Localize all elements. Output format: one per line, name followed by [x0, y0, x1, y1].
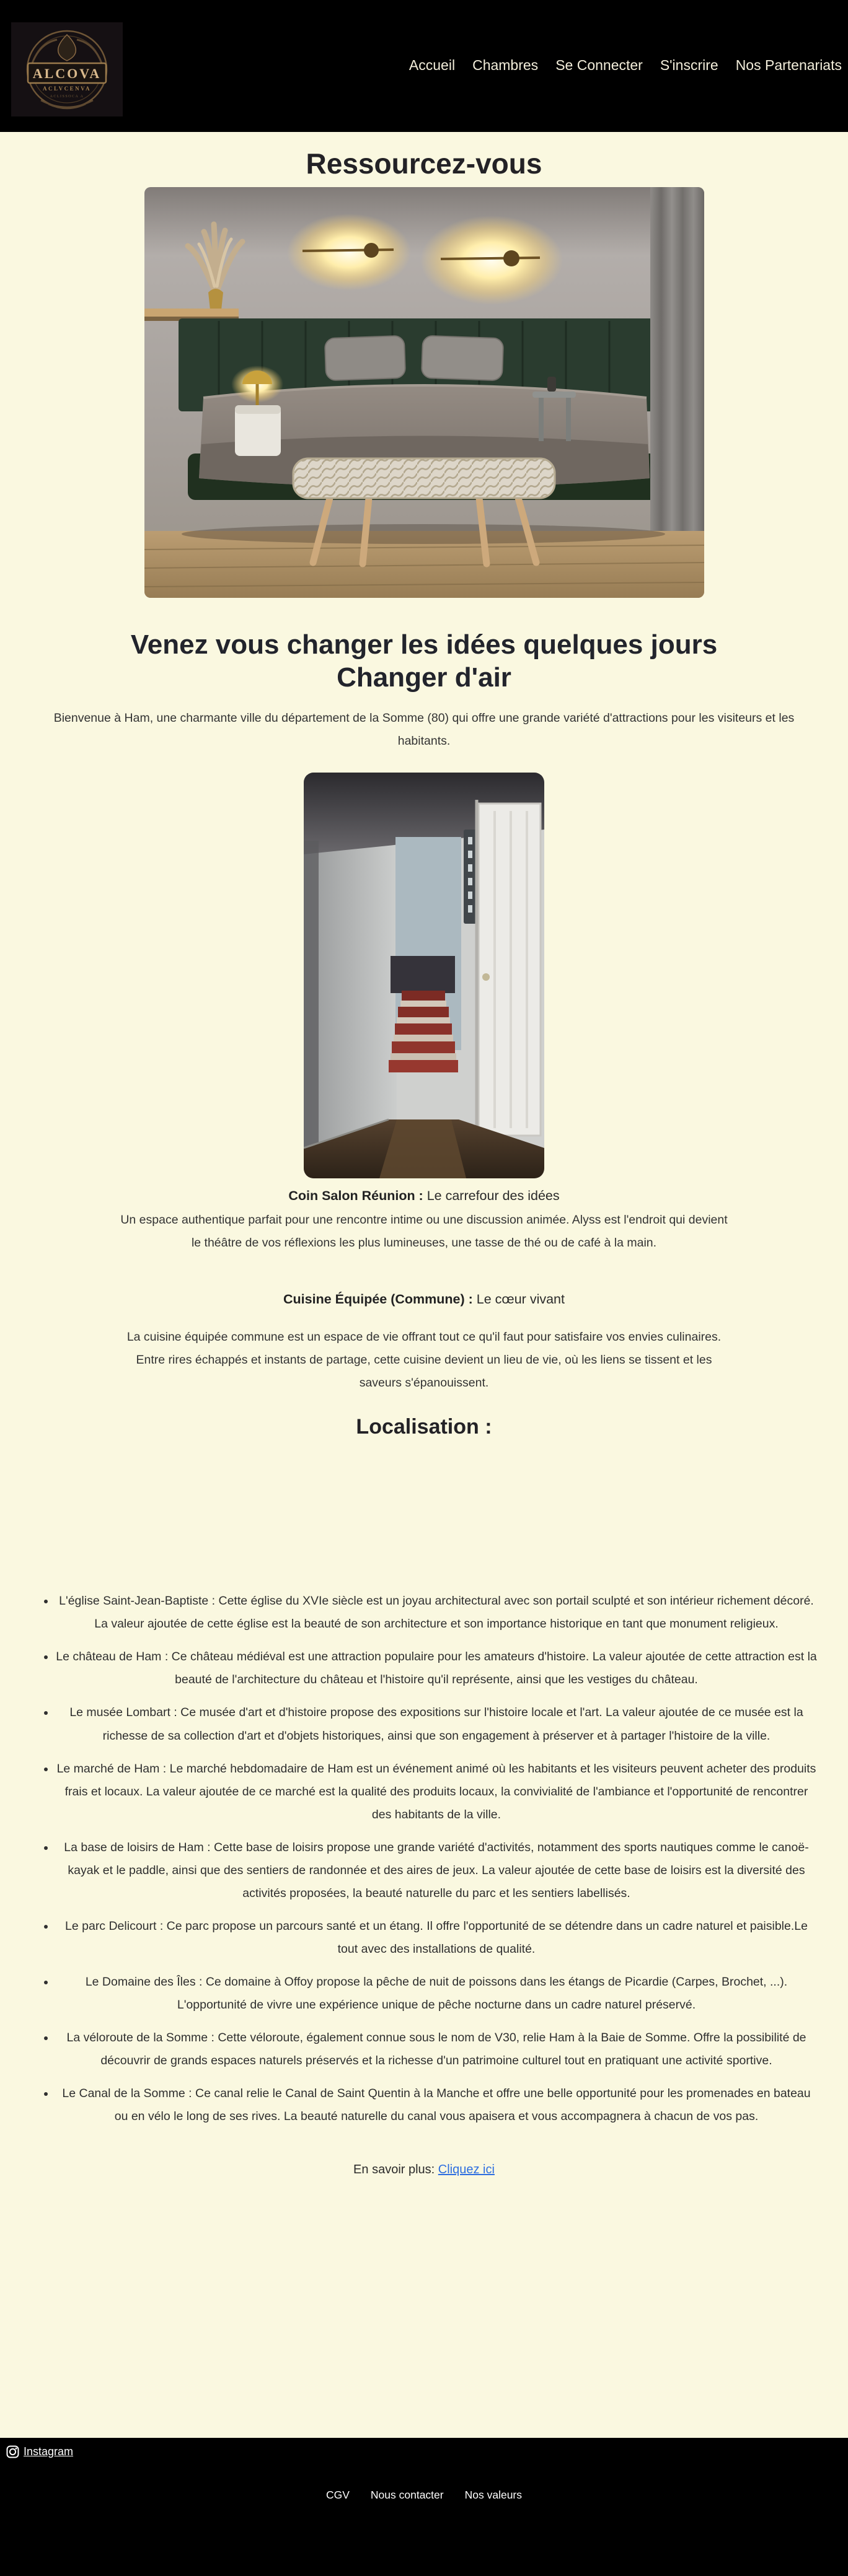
- footer-nav: [0, 2489, 848, 2502]
- localisation-heading: Localisation :: [356, 1415, 492, 1439]
- attraction-item-canal: • Le Canal de la Somme : Ce canal relie le Canal de Saint Quentin à la Manche et offre une belle opportunité pour les promenades en bateau ou en vélo le long de ses rives. La beauté naturelle du canal vous apaisera et vous accompagnera à chacun de vos pas.: [55, 2082, 818, 2128]
- nav-accueil[interactable]: Accueil: [409, 57, 456, 73]
- footer-link-nos-valeurs[interactable]: Nos valeurs: [464, 2489, 523, 2501]
- curtains: [650, 187, 704, 543]
- footer-link-cgv[interactable]: CGV: [325, 2489, 350, 2501]
- intro-heading-line2: Changer d'air: [337, 662, 511, 693]
- instagram-link[interactable]: [6, 2445, 73, 2458]
- logo-subtext2: ACLISSOCA A: [50, 95, 84, 99]
- attraction-item-domaine-iles: • Le Domaine des Îles : Ce domaine à Offoy propose la pêche de nuit de poissons dans les étangs de Picardie (Carpes, Brochet, ...). L'opportunité de vivre une expérience unique de pêche nocturne dans un cadre naturel préservé.: [55, 1971, 818, 2017]
- wall-lamp-left: [287, 214, 411, 291]
- nightstand-lamp-left: [231, 366, 283, 456]
- staircase: [389, 956, 458, 1072]
- cuisine-heading-subtitle: Le cœur vivant: [476, 1291, 565, 1307]
- nav-s-inscrire[interactable]: S'inscrire: [660, 57, 718, 73]
- site-header: [0, 0, 848, 132]
- attraction-item-marche: • Le marché de Ham : Le marché hebdomadaire de Ham est un événement animé où les habitants et les visiteurs peuvent acheter des produits frais et locaux. La valeur ajoutée de ce marché est la qualité des produits locaux, la convivialité de l'ambiance et l'opportunité de rencontrer des habitants de la ville.: [55, 1758, 818, 1826]
- wall-shelf: [144, 309, 239, 317]
- map-placeholder: [0, 1440, 848, 1586]
- cuisine-heading: [0, 1292, 848, 1307]
- intro-heading: [0, 629, 848, 694]
- page-title: Ressourcez-vous: [306, 147, 542, 180]
- main-content: [0, 132, 848, 2177]
- more-line: [0, 2163, 848, 2177]
- wall-sign: [464, 830, 477, 924]
- cuisine-heading-label: Cuisine Équipée (Commune) :: [283, 1291, 473, 1307]
- attraction-item-veloroute: • La véloroute de la Somme : Cette véloroute, également connue sous le nom de V30, relie Ham à la Baie de Somme. Offre la possibilité de découvrir de grands espaces naturels préservés et la richesse d'un patrimoine culturel tout en pratiquant une activité sportive.: [55, 2026, 818, 2072]
- nav-nos-partenariats[interactable]: Nos Partenariats: [735, 57, 842, 73]
- attraction-item-parc-delicourt: • Le parc Delicourt : Ce parc propose un parcours santé et un étang. Il offre l'opportunité de se détendre dans un cadre naturel et paisible.Le tout avec des installations de qualité.: [55, 1915, 818, 1961]
- alcova-logo-image: [11, 22, 123, 116]
- white-door: [477, 800, 541, 1139]
- main-nav: [409, 57, 842, 74]
- wall-lamp-right: [420, 216, 563, 305]
- salon-heading: [0, 1188, 848, 1204]
- nav-chambres[interactable]: Chambres: [472, 57, 539, 73]
- site-footer: [0, 2438, 848, 2576]
- more-prefix: En savoir plus:: [353, 2163, 438, 2177]
- attractions-list: [30, 1590, 818, 2128]
- alcova-logo[interactable]: [11, 22, 123, 116]
- logo-subtext: ACLVCENVA: [42, 85, 92, 92]
- nav-se-connecter[interactable]: Se Connecter: [555, 57, 643, 73]
- hallway-photo: [304, 773, 544, 1178]
- intro-text: Bienvenue à Ham, une charmante ville du département de la Somme (80) qui offre une grande variété d'attractions pour les visiteurs et les habitants.: [53, 711, 795, 748]
- salon-heading-subtitle: Le carrefour des idées: [426, 1188, 560, 1203]
- salon-text: Un espace authentique parfait pour une rencontre intime ou une discussion animée. Alyss est l'endroit qui devient le théâtre de vos réflexions les plus lumineuses, une tasse de thé ou de café à la main.: [120, 1212, 728, 1250]
- attraction-item-eglise: • L'église Saint-Jean-Baptiste : Cette église du XVIe siècle est un joyau architectural avec son portail sculpté et son intérieur richement décoré. La valeur ajoutée de cette église est la beauté de son architecture et son importance historique en tant que monument religieux.: [55, 1590, 818, 1636]
- cuisine-text: La cuisine équipée commune est un espace de vie offrant tout ce qu'il faut pour satisfaire vos envies culinaires. Entre rires échappés et instants de partage, cette cuisine devient un lieu de vie, où les liens se tissent et les saveurs s'épanouissent.: [126, 1330, 722, 1390]
- hallway-photo-image: [304, 773, 544, 1178]
- attraction-item-chateau: • Le château de Ham : Ce château médiéval est une attraction populaire pour les amateurs d'histoire. La valeur ajoutée de cette attraction est la beauté de l'architecture du château et l'histoire qu'il représente, ainsi que les vestiges du château.: [55, 1645, 818, 1691]
- instagram-label: Instagram: [24, 2445, 74, 2458]
- bedroom-photo: [144, 187, 704, 598]
- door-knob: [482, 973, 490, 981]
- instagram-icon: [6, 2445, 19, 2458]
- footer-link-nous-contacter[interactable]: Nous contacter: [370, 2489, 444, 2501]
- cliquez-ici-link[interactable]: Cliquez ici: [438, 2163, 495, 2177]
- logo-text: ALCOVA: [32, 66, 102, 81]
- salon-heading-label: Coin Salon Réunion :: [288, 1188, 423, 1203]
- attraction-item-base-loisirs: • La base de loisirs de Ham : Cette base de loisirs propose une grande variété d'activités, notamment des sports nautiques comme le canoë-kayak et le paddle, ainsi que des sentiers de randonnée et des aires de jeux. La valeur ajoutée de cette base de loisirs est la diversité des activités proposées, la beauté naturelle du parc et les sentiers labellisés.: [55, 1836, 818, 1905]
- bedroom-photo-image: [144, 187, 704, 598]
- intro-heading-line1: Venez vous changer les idées quelques jours: [130, 629, 718, 660]
- attraction-item-musee: • Le musée Lombart : Ce musée d'art et d'histoire propose des expositions sur l'histoire locale et l'art. La valeur ajoutée de ce musée est la richesse de sa collection d'art et d'objets historiques, ainsi que son engagement à préserver et à partager l'histoire de la ville.: [55, 1701, 818, 1747]
